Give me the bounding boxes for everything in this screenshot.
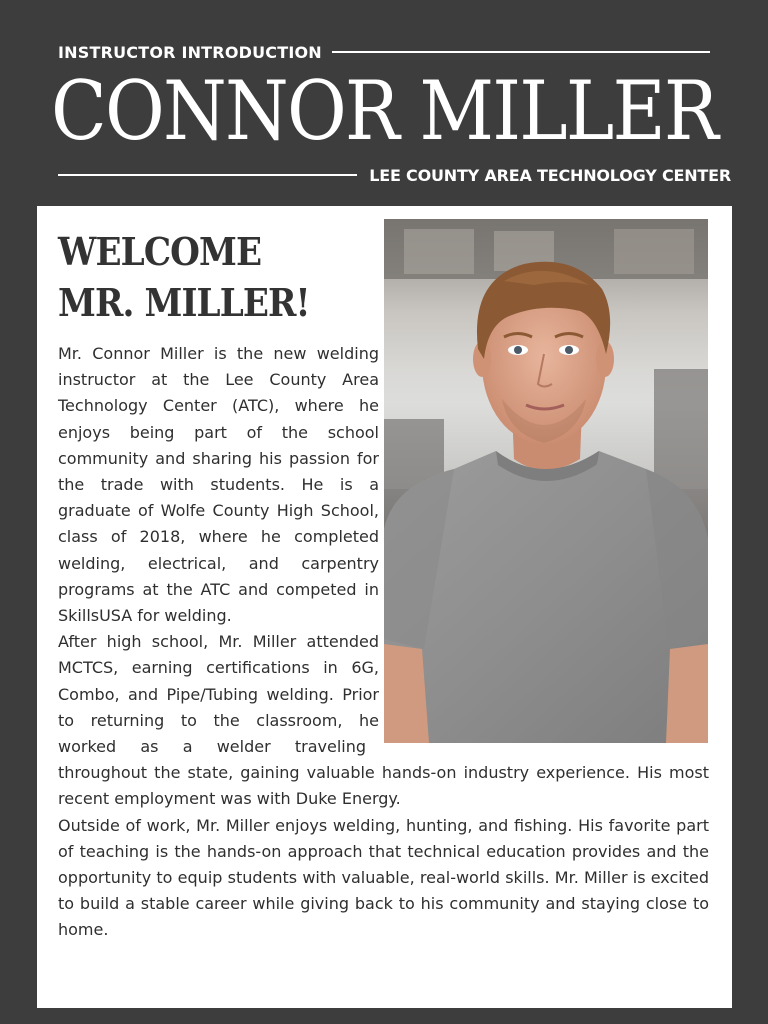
paragraph-1: Mr. Connor Miller is the new welding instructor at the Lee County Area Technology Center (ATC), where he enjoys being part of the school community and sharing his passion for the trade with students. He is a graduate of Wolfe County High School, class of 2018, where he completed welding, electrical, and carpentry programs at the ATC and competed in SkillsUSA for welding. <box>58 344 379 626</box>
paragraph-2: After high school, Mr. Miller attended MCTCS, earning certifications in 6G, Combo, and Pipe/Tubing welding. Prior to returning to the classroom, he worked as a welder traveling throughout the state, gaining valuable hands-on industry experience. His most recent employment was with Duke Energy. <box>58 632 709 809</box>
school-name: LEE COUNTY AREA TECHNOLOGY CENTER <box>369 165 731 185</box>
kicker-label: INSTRUCTOR INTRODUCTION <box>58 42 322 62</box>
welcome-line-2: MR. MILLER! <box>58 280 310 325</box>
paragraph-3: Outside of work, Mr. Miller enjoys welding, hunting, and fishing. His favorite part of teaching is the hands-on approach that technical education provides and the opportunity to equip students with valuable, real-world skills. Mr. Miller is excited to build a stable career while giving back to his community and staying close to home. <box>58 815 709 940</box>
article-card <box>37 206 732 1008</box>
top-divider <box>332 51 710 53</box>
welcome-heading <box>58 226 328 328</box>
bottom-divider <box>58 174 357 176</box>
kicker-row <box>58 40 710 64</box>
page-title: CONNOR MILLER <box>51 65 717 159</box>
welcome-line-1: WELCOME <box>58 229 262 274</box>
school-row <box>58 163 731 187</box>
article-body <box>58 341 709 944</box>
